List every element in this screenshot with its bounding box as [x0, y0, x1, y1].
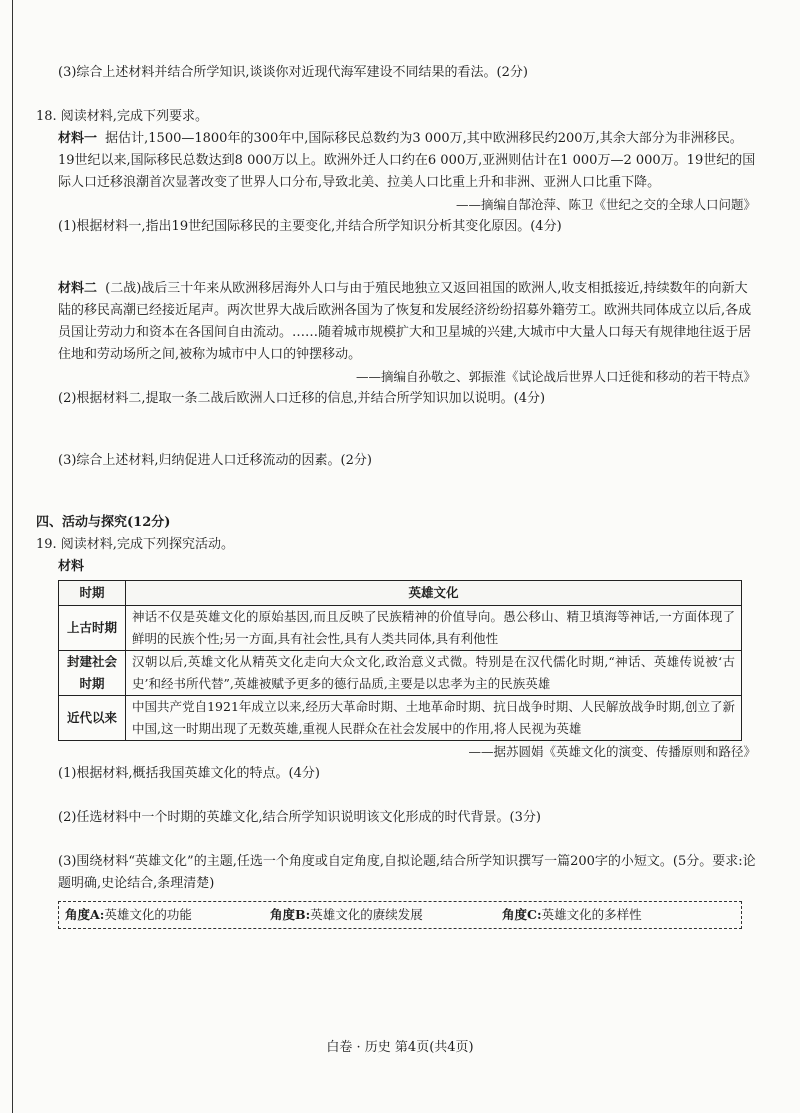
- angle-c-text: 英雄文化的多样性: [541, 907, 642, 922]
- q19-sub2: (2)任选材料中一个时期的英雄文化,结合所学知识说明该文化形成的时代背景。(3分): [58, 810, 541, 825]
- angle-a-label: 角度A:: [65, 907, 105, 922]
- angle-c-label: 角度C:: [502, 907, 542, 922]
- table-header-culture: 英雄文化: [126, 581, 742, 606]
- table-header-row: [59, 581, 742, 606]
- material2-text: (二战)战后三十年来从欧洲移居海外人口与由于殖民地独立又返回祖国的欧洲人,收支相抵接近,持续数年的向新大陆的移民高潮已经接近尾声。两次世界大战后欧洲各国为了恢复和发展经济纷纷招募外籍劳工。欧洲共同体成立以后,各成员国让劳动力和资本在各国间自由流动。……随着城市规模扩大和卫星城的兴建,大城市中大量人口每天有规律地往返于居住地和劳动场所之间,被称为城市中人口的钟摆移动。: [58, 281, 752, 362]
- q18-stem: 18. 阅读材料,完成下列要求。: [36, 109, 208, 124]
- q18-sub3: (3)综合上述材料,归纳促进人口迁移流动的因素。(2分): [58, 453, 372, 468]
- page-footer: 白卷 · 历史 第4页(共4页): [326, 1040, 474, 1055]
- q19-stem: 19. 阅读材料,完成下列探究活动。: [36, 537, 234, 552]
- angle-a-text: 英雄文化的功能: [104, 907, 192, 922]
- exam-page: [36, 62, 756, 929]
- q19-material-label: 材料: [58, 559, 85, 574]
- table-cell-era: 近代以来: [59, 696, 126, 741]
- table-cell-text: 中国共产党自1921年成立以来,经历大革命时期、土地革命时期、抗日战争时期、人民解放战争时期,创立了新中国,这一时期出现了无数英雄,重视人民群众在社会发展中的作用,将人民视为英雄: [126, 696, 742, 741]
- angle-options-box: [58, 901, 742, 929]
- angle-b-text: 英雄文化的赓续发展: [310, 907, 423, 922]
- table-row: [59, 651, 742, 696]
- q19-sub3: (3)围绕材料“英雄文化”的主题,任选一个角度或自定角度,自拟论题,结合所学知识撰写一篇200字的小短文。(5分。要求:论题明确,史论结合,条理清楚): [58, 854, 756, 891]
- q19-sub1: (1)根据材料,概括我国英雄文化的特点。(4分): [58, 766, 320, 781]
- table-cell-era: 上古时期: [59, 606, 126, 651]
- q18-material2: [36, 278, 756, 366]
- table-row: [59, 696, 742, 741]
- table-cell-text: 汉朝以后,英雄文化从精英文化走向大众文化,政治意义式微。特别是在汉代儒化时期,“神话、英雄传说被‘古史’和经书所代替”,英雄被赋予更多的德行品质,主要是以忠孝为主的民族英雄: [126, 651, 742, 696]
- angle-b-label: 角度B:: [270, 907, 311, 922]
- material1-text: 据估计,1500—1800年的300年中,国际移民总数约为3 000万,其中欧洲移民约200万,其余大部分为非洲移民。19世纪以来,国际移民总数达到8 000万以上。欧洲外迁人口约在6 000万,亚洲则估计在1 000万—2 000万。19世纪的国际人口迁移浪潮首次显著改变了世界人口分布,导致北美、拉美人口比重上升和非洲、亚洲人口比重下降。: [58, 131, 756, 190]
- binding-margin-line: [12, 0, 13, 1113]
- q18-material1: [36, 128, 756, 194]
- angle-c: [502, 904, 735, 926]
- q18-sub2: (2)根据材料二,提取一条二战后欧洲人口迁移的信息,并结合所学知识加以说明。(4分): [58, 391, 546, 406]
- q17-sub3: (3)综合上述材料并结合所学知识,谈谈你对近现代海军建设不同结果的看法。(2分): [58, 65, 528, 80]
- angle-a: [65, 904, 270, 926]
- hero-culture-table: [58, 580, 742, 741]
- material2-source: ——摘编自孙敬之、郭振淮《试论战后世界人口迁徙和移动的若干特点》: [355, 369, 756, 384]
- q18-sub1: (1)根据材料一,指出19世纪国际移民的主要变化,并结合所学知识分析其变化原因。(4分): [58, 219, 562, 234]
- material1-source: ——摘编自郜沧萍、陈卫《世纪之交的全球人口问题》: [455, 197, 756, 212]
- table-row: [59, 606, 742, 651]
- q19-source: ——据苏圆娟《英雄文化的演变、传播原则和路径》: [468, 744, 756, 759]
- table-header-era: 时期: [59, 581, 126, 606]
- section4-title: 四、活动与探究(12分): [36, 515, 171, 530]
- material2-label: 材料二: [58, 281, 98, 296]
- table-cell-era: 封建社会时期: [59, 651, 126, 696]
- angle-b: [270, 904, 502, 926]
- table-cell-text: 神话不仅是英雄文化的原始基因,而且反映了民族精神的价值导向。愚公移山、精卫填海等神话,一方面体现了鲜明的民族个性;另一方面,具有社会性,具有人类共同体,具有利他性: [126, 606, 742, 651]
- material1-label: 材料一: [58, 131, 98, 146]
